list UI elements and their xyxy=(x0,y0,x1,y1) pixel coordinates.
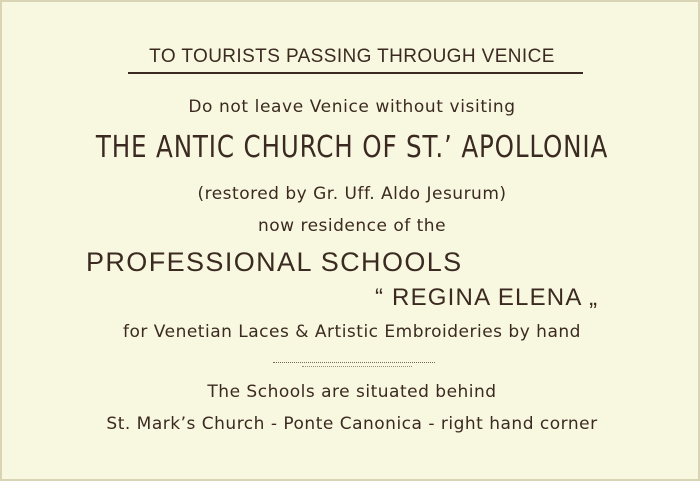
church-name: THE ANTIC CHURCH OF ST.’ APOLLONIA xyxy=(95,130,609,165)
schools-name: “ REGINA ELENA „ xyxy=(375,284,599,311)
schools-title: PROFESSIONAL SCHOOLS xyxy=(86,247,463,277)
intro-text: Do not leave Venice without visiting xyxy=(188,97,516,117)
location-line-2: St. Mark’s Church - Ponte Canonica - right hand corner xyxy=(106,414,598,434)
dotted-divider xyxy=(273,362,435,363)
card-heading: TO TOURISTS PASSING THROUGH VENICE xyxy=(149,46,555,67)
location-line-1: The Schools are situated behind xyxy=(207,382,497,402)
specialty-text: for Venetian Laces & Artistic Embroideries by hand xyxy=(123,322,581,342)
dotted-divider-secondary xyxy=(302,366,412,367)
residence-text: now residence of the xyxy=(257,216,447,236)
restoration-note: (restored by Gr. Uff. Aldo Jesurum) xyxy=(197,184,507,204)
heading-underline xyxy=(128,72,583,74)
